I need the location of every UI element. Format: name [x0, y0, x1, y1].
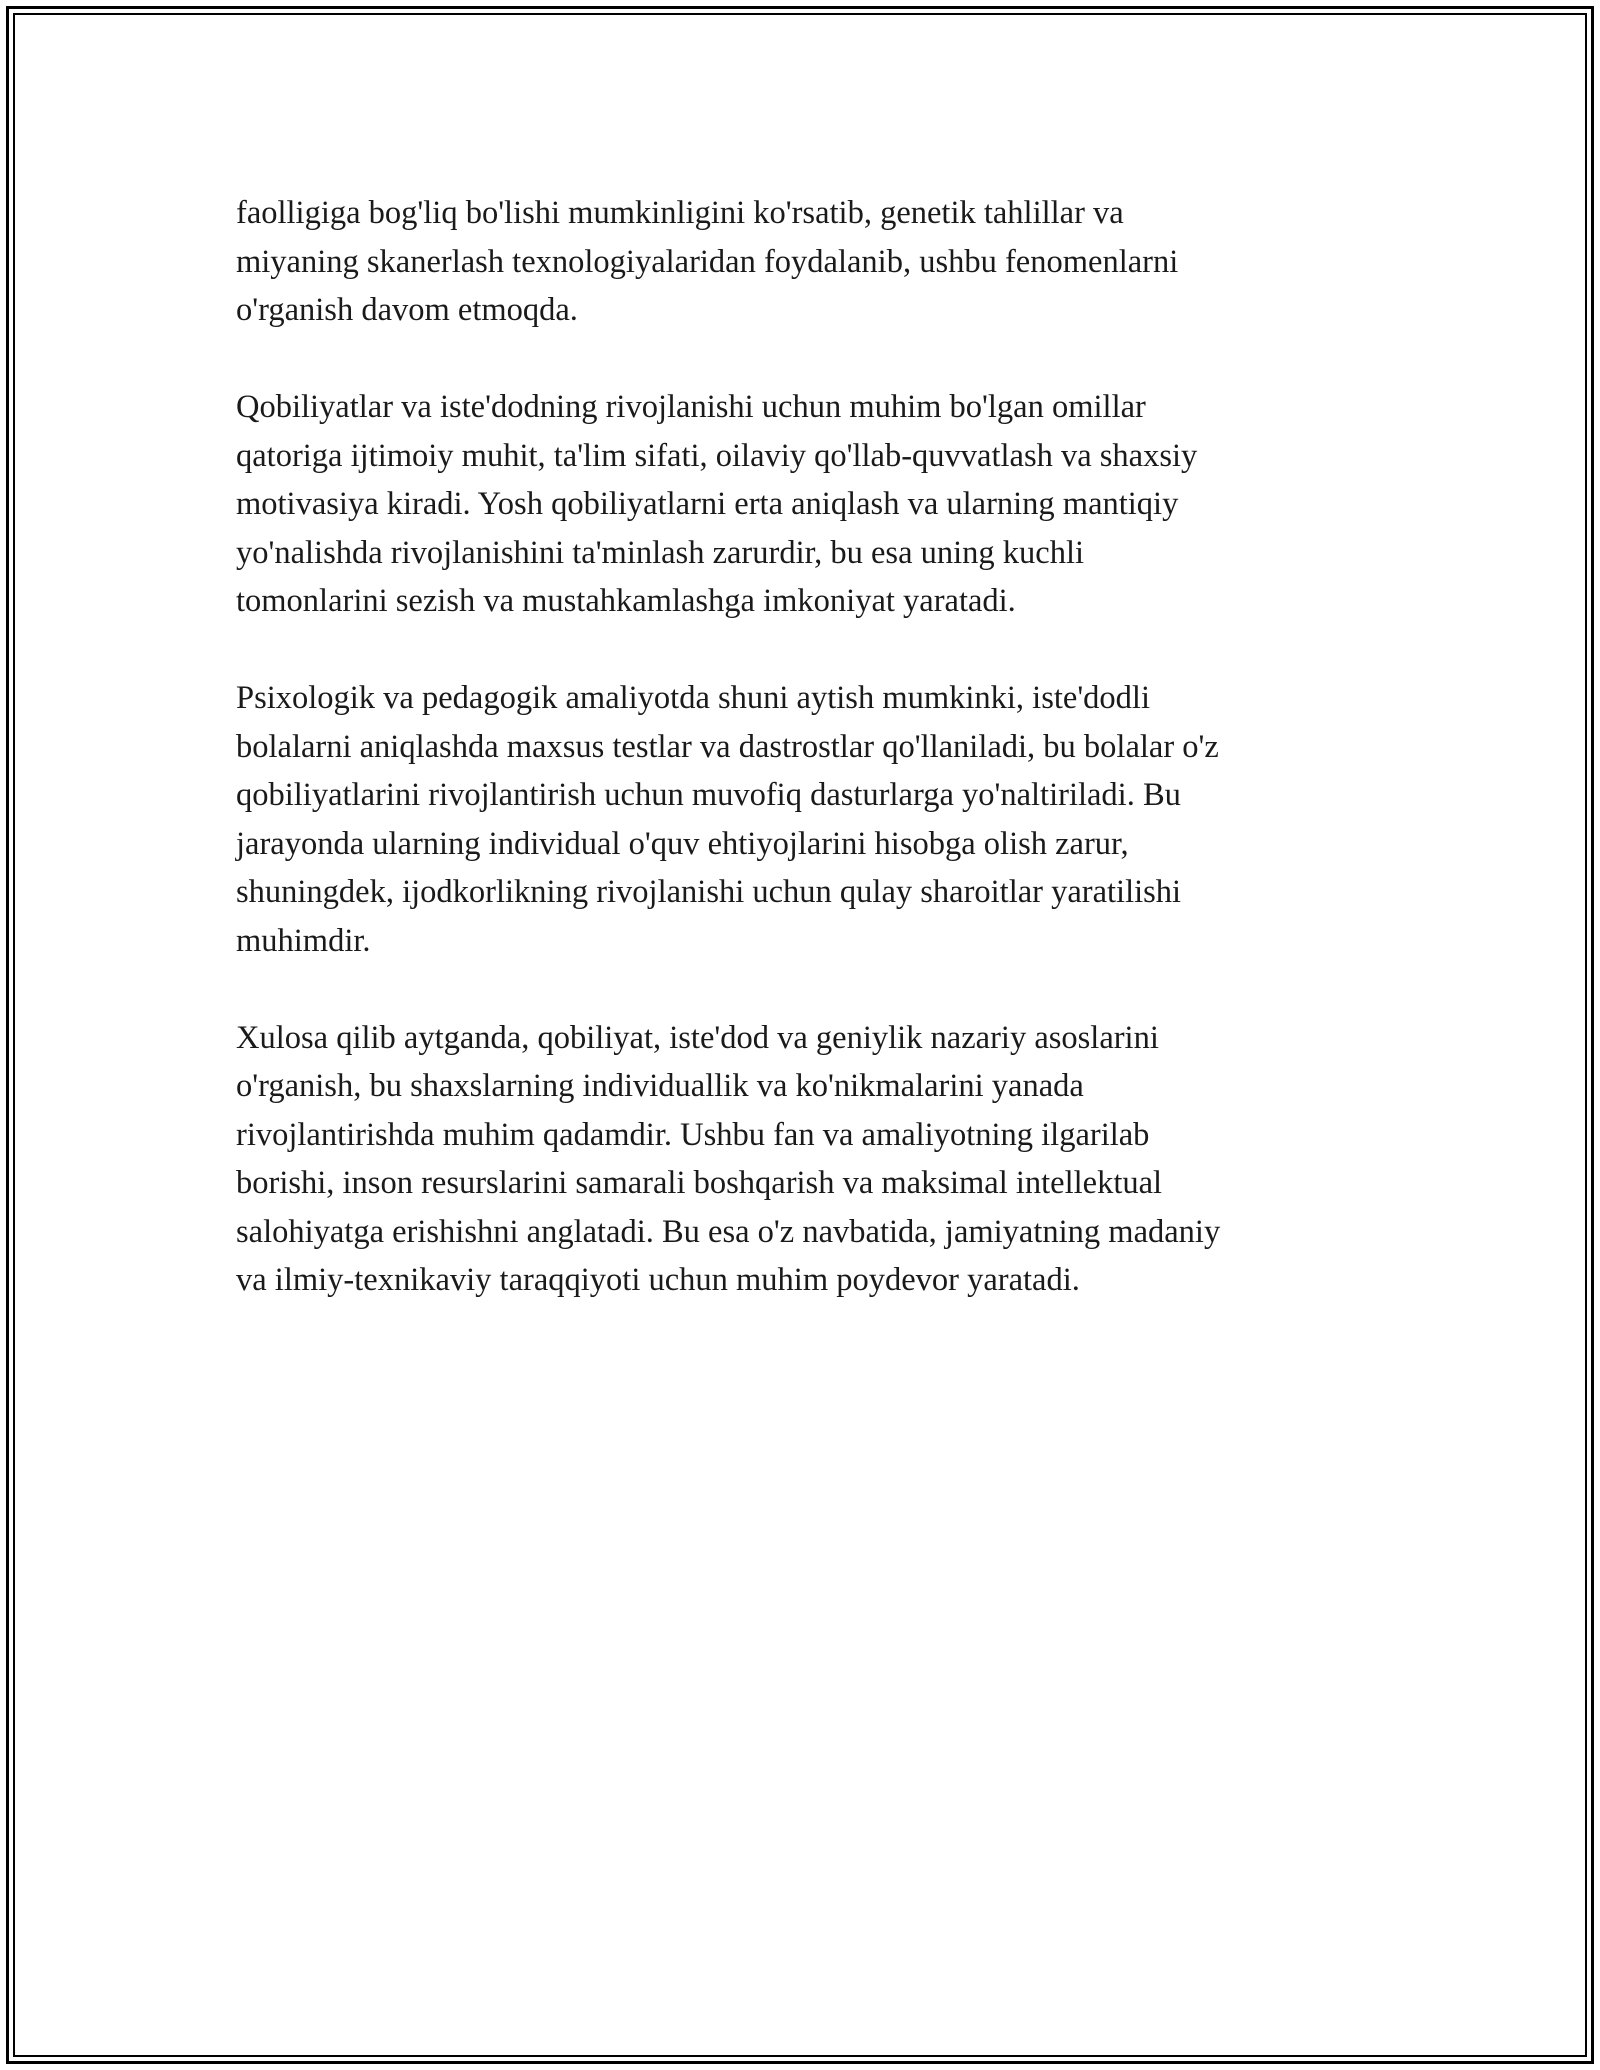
document-body	[236, 189, 1356, 1353]
paragraph-line: o'rganish, bu shaxslarning individuallik va ko'nikmalarini yanada	[236, 1068, 1084, 1104]
paragraph-line: Psixologik va pedagogik amaliyotda shuni aytish mumkinki, iste'dodli	[236, 680, 1150, 716]
paragraph-line: bolalarni aniqlashda maxsus testlar va dastrostlar qo'llaniladi, bu bolalar o'z	[236, 728, 1219, 765]
paragraph-line: qobiliyatlarini rivojlantirish uchun muvofiq dasturlarga yo'naltiriladi. Bu	[236, 777, 1181, 813]
paragraph-line: Qobiliyatlar va iste'dodning rivojlanishi uchun muhim bo'lgan omillar	[236, 389, 1146, 425]
paragraph-4	[236, 1014, 1356, 1305]
paragraph-line: o'rganish davom etmoqda.	[236, 292, 578, 328]
paragraph-line: Xulosa qilib aytganda, qobiliyat, iste'dod va geniylik nazariy asoslarini	[236, 1019, 1159, 1056]
paragraph-line: qatoriga ijtimoiy muhit, ta'lim sifati, oilaviy qo'llab-quvvatlash va shaxsiy	[236, 437, 1198, 474]
paragraph-line: rivojlantirishda muhim qadamdir. Ushbu fan va amaliyotning ilgarilab	[236, 1116, 1150, 1153]
paragraph-line: faolligiga bog'liq bo'lishi mumkinligini ko'rsatib, genetik tahlillar va	[236, 195, 1124, 231]
paragraph-line: miyaning skanerlash texnologiyalaridan foydalanib, ushbu fenomenlarni	[236, 243, 1179, 280]
paragraph-line: va ilmiy-texnikaviy taraqqiyoti uchun muhim poydevor yaratadi.	[236, 1262, 1080, 1298]
paragraph-line: tomonlarini sezish va mustahkamlashga imkoniyat yaratadi.	[236, 583, 1016, 619]
paragraph-line: jarayonda ularning individual o'quv ehtiyojlarini hisobga olish zarur,	[236, 825, 1129, 862]
paragraph-2	[236, 383, 1356, 626]
paragraph-line: salohiyatga erishishni anglatadi. Bu esa o'z navbatida, jamiyatning madaniy	[236, 1213, 1221, 1250]
paragraph-3	[236, 674, 1356, 965]
paragraph-line: borishi, inson resurslarini samarali boshqarish va maksimal intellektual	[236, 1165, 1163, 1201]
paragraph-line: muhimdir.	[236, 922, 371, 959]
paragraph-line: yo'nalishda rivojlanishini ta'minlash zarurdir, bu esa uning kuchli	[236, 534, 1085, 571]
paragraph-line: shuningdek, ijodkorlikning rivojlanishi uchun qulay sharoitlar yaratilishi	[236, 874, 1182, 910]
paragraph-line: motivasiya kiradi. Yosh qobiliyatlarni erta aniqlash va ularning mantiqiy	[236, 486, 1179, 522]
paragraph-1	[236, 189, 1356, 335]
